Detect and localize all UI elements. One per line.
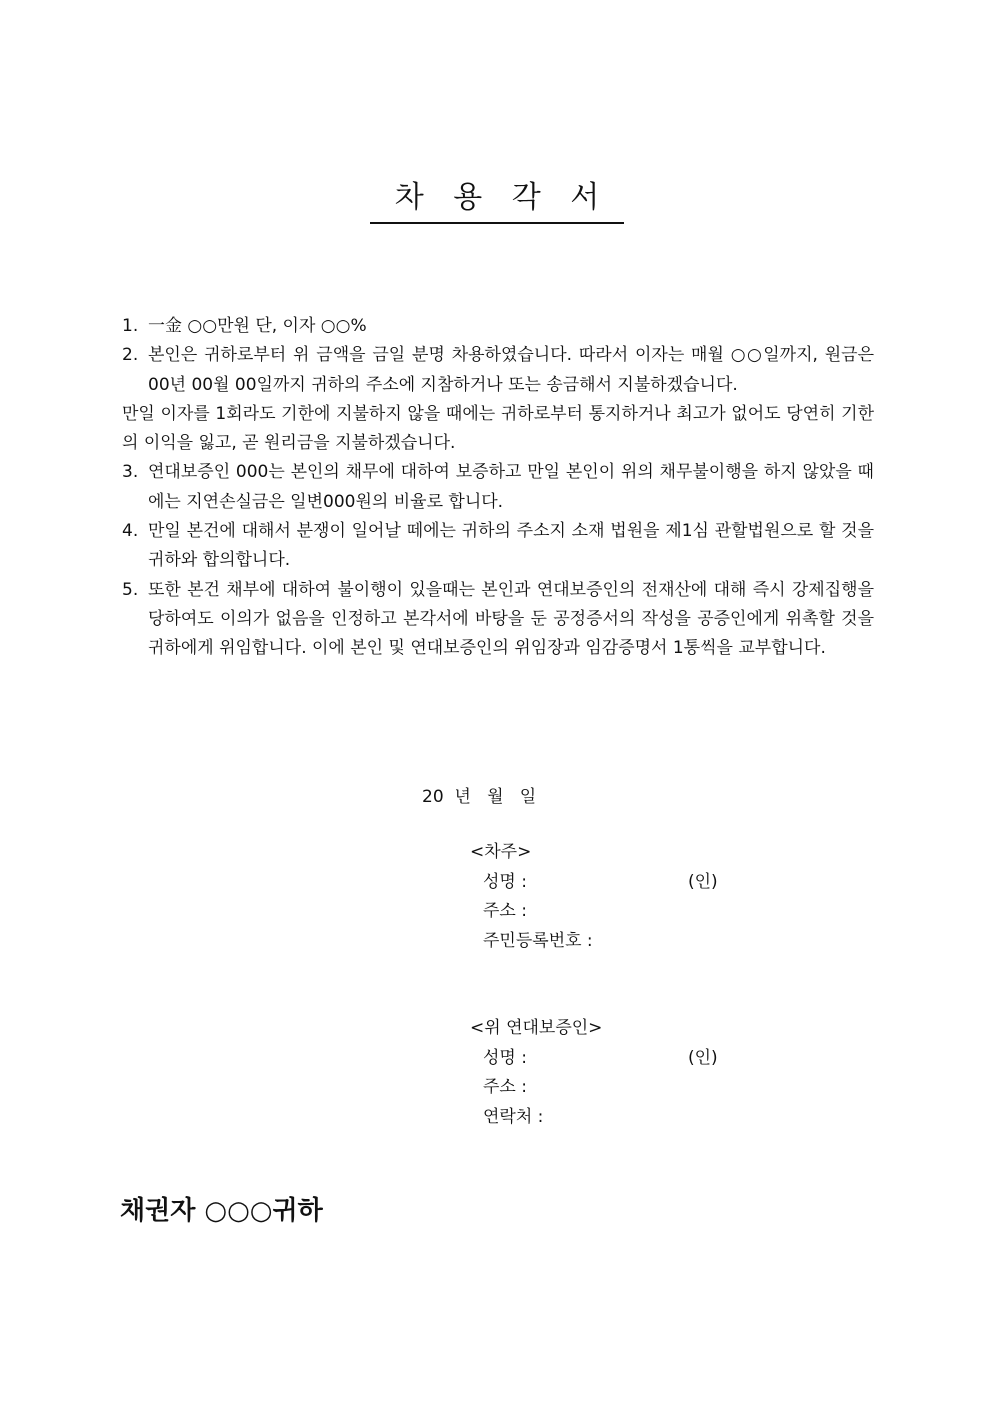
guarantor-block	[470, 1014, 718, 1132]
borrower-name-label: 성명 :	[483, 871, 527, 892]
borrower-name-row	[483, 868, 718, 898]
clause-number: 1.	[122, 316, 139, 336]
guarantor-name-label: 성명 :	[483, 1047, 527, 1068]
clause-text: 연대보증인 000는 본인의 채무에 대하여 보증하고 만일 본인이 위의 채무불이행을 하지 않았을 때에는 지연손실금은 일변000원의 비율로 합니다.	[148, 462, 874, 512]
clause-number: 4.	[122, 521, 139, 542]
clause-text: 또한 본건 채부에 대하여 불이행이 있을때는 본인과 연대보증인의 전재산에 대해 즉시 강제집행을 당하여도 이의가 없음을 인정하고 본각서에 바탕을 둔 공정증서의 작성을 공증인에게 위촉할 것을 귀하에게 위임합니다. 이에 본인 및 연대보증인의 위임장과 임감증명서 1통씩을 교부합니다.	[148, 579, 874, 659]
borrower-address-row	[483, 897, 593, 927]
clause-3	[122, 458, 874, 517]
guarantor-contact-row	[483, 1103, 602, 1133]
default-paragraph: 만일 이자를 1회라도 기한에 지불하지 않을 때에는 귀하로부터 통지하거나 최고가 없어도 당연히 기한의 이익을 잃고, 곧 원리금을 지불하겠습니다.	[122, 403, 874, 454]
document-date: 20 년 월 일	[422, 787, 537, 807]
borrower-block	[470, 838, 718, 956]
guarantor-name-row	[483, 1044, 718, 1074]
clause-text: 만일 본건에 대해서 분쟁이 일어날 떼에는 귀하의 주소지 소재 법원을 제1심 관할법원으로 할 것을 귀하와 합의합니다.	[148, 521, 874, 571]
guarantor-heading: <위 연대보증인>	[470, 1018, 603, 1038]
creditor-addressee: 채권자 ○○○귀하	[120, 1196, 323, 1226]
clause-text: 一金 ○○만원 단, 이자 ○○%	[148, 316, 367, 336]
borrower-heading: <차주>	[470, 842, 532, 862]
clause-number: 5.	[122, 579, 139, 600]
guarantor-address-label: 주소 :	[483, 1077, 527, 1097]
clause-number: 2.	[122, 345, 139, 366]
document-title: 차 용 각 서	[370, 172, 624, 224]
borrower-id-row	[483, 927, 593, 957]
guarantor-seal: (인)	[688, 1047, 718, 1068]
clause-1	[122, 312, 874, 341]
clause-2	[122, 341, 874, 400]
clause-5	[122, 576, 874, 664]
clause-number: 3.	[122, 462, 139, 483]
borrower-seal: (인)	[688, 871, 718, 892]
clause-text: 본인은 귀하로부터 위 금액을 금일 분명 차용하였습니다. 따라서 이자는 매월 ○○일까지, 원금은 00년 00월 00일까지 귀하의 주소에 지참하거나 또는 송금해서 지불하겠습니다.	[148, 345, 874, 395]
clause-4	[122, 517, 874, 576]
document-body	[122, 312, 874, 664]
guarantor-address-row	[483, 1073, 602, 1103]
borrower-address-label: 주소 :	[483, 901, 527, 921]
guarantor-contact-label: 연락처 :	[483, 1106, 544, 1127]
borrower-id-label: 주민등록번호 :	[483, 930, 593, 951]
